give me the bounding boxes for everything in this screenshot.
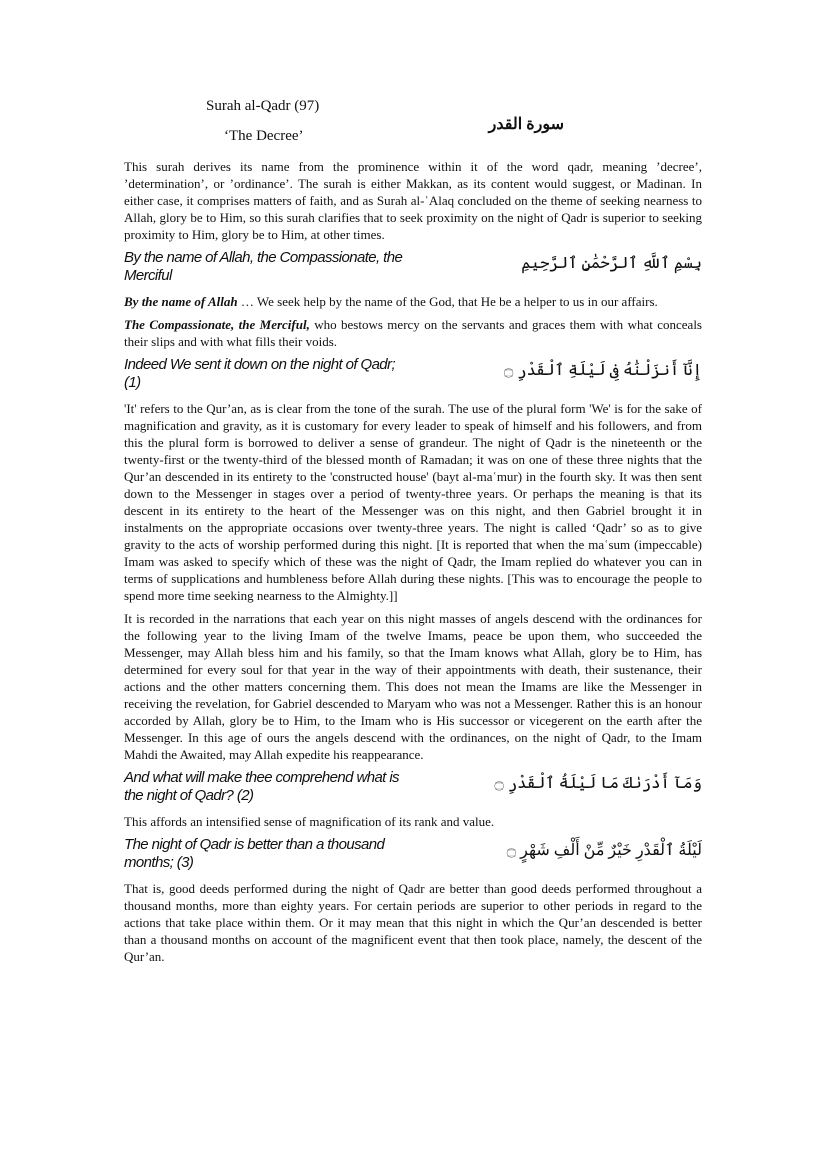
document-page: [124, 98, 702, 971]
verse-english: The night of Qadr is better than a thousand months; (3): [124, 836, 385, 871]
commentary-paragraph: [124, 316, 702, 350]
verse-english: By the name of Allah, the Compassionate, the Merciful: [124, 249, 403, 284]
commentary-text: … We seek help by the name of the God, that He be a helper to us in our affairs.: [237, 294, 658, 309]
verse-row-3: [124, 836, 702, 872]
verse-row-2: [124, 769, 702, 805]
verse-english: And what will make thee comprehend what is the night of Qadr? (2): [124, 769, 399, 804]
commentary-paragraph: This affords an intensified sense of magnification of its rank and value.: [124, 814, 495, 829]
page-subtitle: ‘The Decree’: [224, 128, 304, 144]
title-block: [124, 98, 702, 152]
commentary-paragraph: That is, good deeds performed during the night of Qadr are better than good deeds performed throughout a thousand months, more than eighty years. For certain periods are superior to other periods in regard to the actions that take place within them. Or it may mean that this night in which the Qur’an descended is better than a thousand months on account of the magnificent event that then took place, namely, the descent of the Qur’an.: [124, 881, 702, 964]
verse-arabic: وَمَآ أَدْرَىٰكَ مَا لَيْلَةُ ٱلْقَدْرِ ۝: [494, 775, 702, 792]
verse-row-1: [124, 356, 702, 392]
verse-arabic: بِسْمِ ٱللَّهِ ٱلرَّحْمَٰنِ ٱلرَّحِيمِ: [521, 255, 702, 272]
commentary-paragraph: [124, 293, 702, 310]
intro-paragraph: This surah derives its name from the prominence within it of the word qadr, meaning ’decree’, ’determination’, or ’ordinance’. The surah is either Makkan, as its content would suggest, or Madinan. In either case, it comprises matters of faith, and as Surah al-ʿAlaq concluded on the theme of seeking nearness to Allah, glory be to Him, so this surah clarifies that to seek proximity on the night of Qadr is superior to seeking proximity to Him, glory be to Him, at other times.: [124, 159, 702, 242]
verse-row-basmala: [124, 249, 702, 285]
commentary-text: who bestows mercy on the servants and graces them with what conceals their slips and with what fills their voids.: [124, 317, 702, 349]
verse-arabic: لَيْلَةُ ٱلْقَدْرِ خَيْرٌ مِّنْ أَلْفِ شَهْرٍ ۝: [506, 842, 702, 859]
commentary-paragraph: It is recorded in the narrations that each year on this night masses of angels descend with the ordinances for the following year to the living Imam of the twelve Imams, peace be upon them, who succeeded the Messenger, may Allah bless him and his family, so that the Imam knows what Allah, glory be to Him, has determined for every soul for that year in the way of their appointments with death, their sustenance, their actions and the other matters concerning them. This does not mean the Imams are like the Messenger in receiving the revelation, for Gabriel descended to Maryam who was not a Messenger. Rather this is an honour accorded by Allah, glory be to Him, to the Imam who is His successor or vicegerent on the earth after the Messenger. In this age of ours the angels descend with the ordinances, on the night of Qadr, to the Imam Mahdi the Awaited, may Allah expedite his reappearance.: [124, 611, 702, 762]
verse-arabic: إِنَّآ أَنزَلْنَٰهُ فِى لَيْلَةِ ٱلْقَدْرِ ۝: [503, 362, 702, 379]
verse-english: Indeed We sent it down on the night of Qadr; (1): [124, 356, 396, 391]
commentary-lead: The Compassionate, the Merciful,: [124, 317, 310, 332]
arabic-title: سورة القدر: [488, 116, 564, 133]
commentary-paragraph: 'It' refers to the Qur’an, as is clear from the tone of the surah. The use of the plural form 'We' is for the sake of magnification and gravity, as it is customary for every leader to speak of himself and his followers, and from this the plural form is borrowed to deliver a sense of grandeur. The night of Qadr is the nineteenth or the twenty-first or the twenty-third of the blessed month of Ramadan; it was on one of these three nights that the Qur’an descended in its entirety to the 'constructed house' (bayt al-maʿmur) in the fourth sky. It was then sent down to the Messenger in stages over a period of twenty-three years. Or perhaps the meaning is that its descent in its entirety to the heart of the Messenger was on this night, and then Gabriel brought it in instalments on the appropriate occasions over twenty-three years. The night is called ‘Qadr’ so as to give gravity to the acts of worship performed during this night. [It is reported that when the maʿsum (impeccable) Imam was asked to specify which of these was the night of Qadr, the Imam replied do whatever you can in terms of supplications and humbleness before Allah during these nights. [This was to encourage the people to spend more time seeking nearness to the Almighty.]]: [124, 401, 702, 603]
commentary-lead: By the name of Allah: [124, 294, 238, 309]
page-title: Surah al-Qadr (97): [206, 98, 320, 114]
